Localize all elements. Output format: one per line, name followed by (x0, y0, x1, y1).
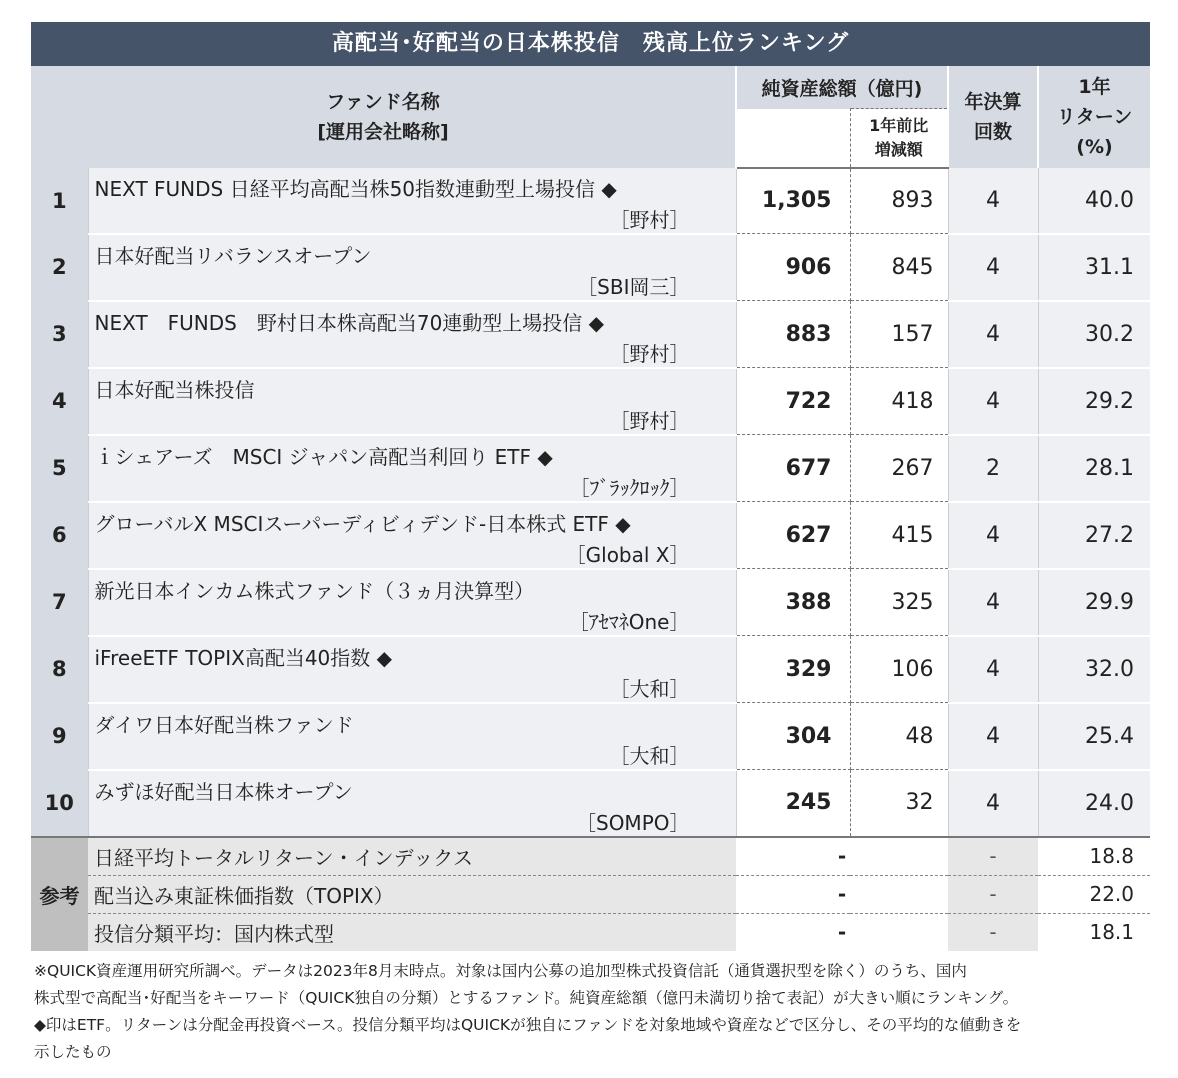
reference-label: 参考 (31, 837, 88, 951)
fund-name: ｉシェアーズ MSCI ジャパン高配当利回り ETF ◆ (94, 444, 553, 469)
rank-cell: 8 (31, 636, 88, 703)
reference-nav: - (736, 913, 948, 951)
reference-nav: - (736, 875, 948, 913)
fund-name: ダイワ日本好配当株ファンド (94, 712, 354, 737)
footnote-line: ◆印はETF。リターンは分配金再投資ベース。投信分類平均はQUICKが独自にファンドを対象地域や資産などで区分し、その平均的な値動きを (34, 1016, 1022, 1034)
nav-cell: 388 (736, 569, 850, 636)
return-cell: 29.9 (1038, 569, 1150, 636)
reference-return: 22.0 (1038, 875, 1150, 913)
settlement-cell: 4 (948, 234, 1038, 301)
reference-row (31, 913, 1150, 951)
nav-cell: 722 (736, 368, 850, 435)
nav-cell: 906 (736, 234, 850, 301)
nav-change-cell: 157 (850, 301, 948, 368)
company-header-label: [運用会社略称] (317, 120, 449, 143)
table-row (31, 368, 1150, 435)
ranking-rows (31, 168, 1150, 837)
company-name: ［SOMPO］ (576, 810, 690, 835)
reference-return: 18.1 (1038, 913, 1150, 951)
company-name: ［野村］ (609, 341, 690, 366)
nav-cell: 1,305 (736, 168, 850, 234)
rank-cell: 10 (31, 770, 88, 837)
footnote-line: 株式型で高配当･好配当をキーワード（QUICK独自の分類）とするファンド。純資産総額（億円未満切り捨て表記）が大きい順にランキング。 (34, 989, 1019, 1007)
table-row (31, 636, 1150, 703)
nav-cell: 627 (736, 502, 850, 569)
company-name: ［野村］ (609, 408, 690, 433)
fund-name: NEXT FUNDS 野村日本株高配当70連動型上場投信 ◆ (94, 310, 605, 335)
settlement-cell: 4 (948, 636, 1038, 703)
fund-cell (88, 770, 736, 837)
return-cell: 28.1 (1038, 435, 1150, 502)
nav-change-cell: 32 (850, 770, 948, 837)
nav-change-header-line2: 増減額 (874, 139, 923, 159)
reference-return: 18.8 (1038, 837, 1150, 876)
rank-cell: 1 (31, 168, 88, 234)
fund-cell (88, 168, 736, 234)
return-cell: 27.2 (1038, 502, 1150, 569)
table-row (31, 703, 1150, 770)
table-row (31, 569, 1150, 636)
settlement-header-line1: 年決算 (964, 90, 1022, 113)
nav-change-cell: 845 (850, 234, 948, 301)
rank-cell: 7 (31, 569, 88, 636)
fund-name: 日本好配当リバランスオープン (94, 243, 372, 268)
fund-cell (88, 636, 736, 703)
ranking-table-container (31, 22, 1150, 951)
reference-name: 投信分類平均：国内株式型 (88, 913, 736, 951)
nav-cell: 677 (736, 435, 850, 502)
settlement-cell: 4 (948, 368, 1038, 435)
rank-cell: 9 (31, 703, 88, 770)
nav-change-cell: 415 (850, 502, 948, 569)
fund-cell (88, 234, 736, 301)
fund-cell (88, 368, 736, 435)
footnote-line: ※QUICK資産運用研究所調べ。データは2023年8月末時点。対象は国内公募の追加型株式投資信託（通貨選択型を除く）のうち、国内 (34, 962, 967, 980)
company-name: ［大和］ (609, 743, 690, 768)
reference-nav: - (736, 837, 948, 876)
nav-change-cell: 893 (850, 168, 948, 234)
fund-name-header (31, 66, 736, 168)
nav-header: 純資産総額（億円) (736, 66, 948, 109)
fund-name: 日本好配当株投信 (94, 377, 255, 402)
nav-cell: 245 (736, 770, 850, 837)
nav-change-header (850, 109, 948, 168)
return-header-line2: リターン (1056, 105, 1133, 128)
fund-name: iFreeETF TOPIX高配当40指数 ◆ (94, 645, 393, 670)
table-row (31, 435, 1150, 502)
reference-row (31, 837, 1150, 876)
settlement-cell: 2 (948, 435, 1038, 502)
settlement-header (948, 66, 1038, 168)
settlement-cell: 4 (948, 703, 1038, 770)
rank-cell: 2 (31, 234, 88, 301)
fund-cell (88, 502, 736, 569)
settlement-cell: 4 (948, 770, 1038, 837)
return-cell: 24.0 (1038, 770, 1150, 837)
reference-name: 日経平均トータルリターン・インデックス (88, 837, 736, 876)
reference-name: 配当込み東証株価指数（TOPIX） (88, 875, 736, 913)
nav-change-cell: 325 (850, 569, 948, 636)
nav-sub-blank (736, 109, 850, 168)
fund-cell (88, 569, 736, 636)
company-name: ［ﾌﾞﾗｯｸﾛｯｸ］ (569, 475, 690, 500)
fund-name: みずほ好配当日本株オープン (94, 779, 353, 804)
company-name: ［ｱｾﾏﾈOne］ (568, 609, 690, 634)
rank-cell: 5 (31, 435, 88, 502)
nav-change-cell: 48 (850, 703, 948, 770)
fund-cell (88, 703, 736, 770)
settlement-cell: 4 (948, 502, 1038, 569)
fund-name: 新光日本インカム株式ファンド（３ヵ月決算型） (94, 578, 535, 603)
rank-cell: 6 (31, 502, 88, 569)
return-header-line3: (%) (1076, 135, 1113, 158)
return-cell: 40.0 (1038, 168, 1150, 234)
fund-name: NEXT FUNDS 日経平均高配当株50指数連動型上場投信 ◆ (94, 176, 617, 201)
nav-change-cell: 106 (850, 636, 948, 703)
return-cell: 32.0 (1038, 636, 1150, 703)
company-name: ［SBI岡三］ (577, 274, 690, 299)
reference-settlement: - (948, 837, 1038, 876)
fund-cell (88, 435, 736, 502)
return-cell: 31.1 (1038, 234, 1150, 301)
return-cell: 30.2 (1038, 301, 1150, 368)
reference-rows (31, 837, 1150, 951)
table-row (31, 502, 1150, 569)
fund-cell (88, 301, 736, 368)
table-row (31, 770, 1150, 837)
reference-row (31, 875, 1150, 913)
company-name: ［野村］ (609, 207, 690, 232)
ranking-table (31, 66, 1150, 951)
rank-cell: 3 (31, 301, 88, 368)
company-name: ［大和］ (609, 676, 690, 701)
settlement-cell: 4 (948, 569, 1038, 636)
nav-change-cell: 418 (850, 368, 948, 435)
return-header (1038, 66, 1150, 168)
table-title: 高配当･好配当の日本株投信 残高上位ランキング (31, 22, 1150, 66)
nav-change-cell: 267 (850, 435, 948, 502)
fund-name-header-label: ファンド名称 (326, 90, 440, 113)
nav-cell: 329 (736, 636, 850, 703)
settlement-cell: 4 (948, 168, 1038, 234)
nav-cell: 883 (736, 301, 850, 368)
table-row (31, 301, 1150, 368)
table-row (31, 234, 1150, 301)
reference-settlement: - (948, 875, 1038, 913)
rank-cell: 4 (31, 368, 88, 435)
reference-settlement: - (948, 913, 1038, 951)
table-row (31, 168, 1150, 234)
return-cell: 25.4 (1038, 703, 1150, 770)
nav-cell: 304 (736, 703, 850, 770)
nav-change-header-line1: 1年前比 (869, 115, 929, 135)
company-name: ［Global X］ (565, 542, 690, 567)
settlement-header-line2: 回数 (973, 120, 1012, 143)
footnote (34, 958, 1149, 1066)
settlement-cell: 4 (948, 301, 1038, 368)
return-header-line1: 1年 (1078, 75, 1111, 98)
return-cell: 29.2 (1038, 368, 1150, 435)
footnote-line: 示したもの (34, 1043, 112, 1061)
fund-name: グローバルX MSCIスーパーディビィデンド-日本株式 ETF ◆ (94, 511, 631, 536)
